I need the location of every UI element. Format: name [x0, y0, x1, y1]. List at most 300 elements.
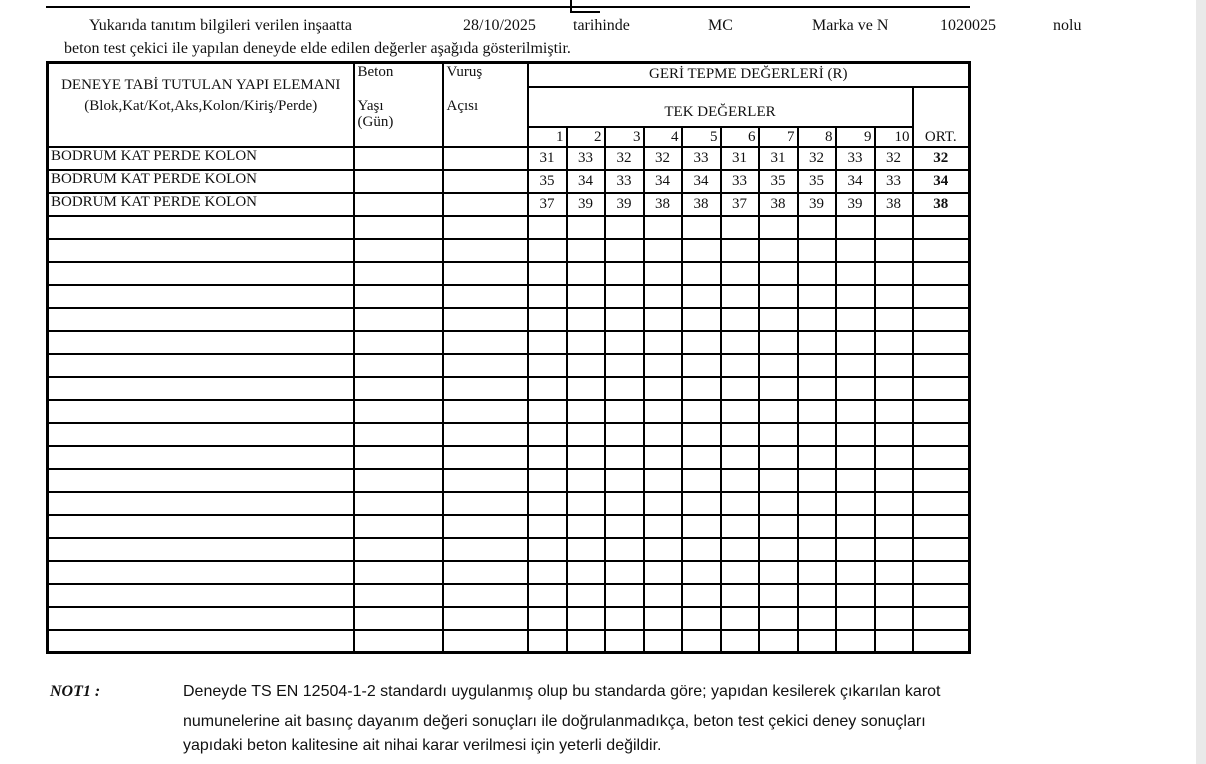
empty-cell [443, 515, 528, 538]
empty-cell [528, 331, 567, 354]
empty-cell [721, 377, 759, 400]
empty-cell [759, 423, 798, 446]
empty-cell [48, 584, 354, 607]
empty-cell [798, 285, 836, 308]
empty-cell [875, 239, 913, 262]
empty-cell [605, 515, 644, 538]
empty-cell [605, 308, 644, 331]
empty-cell [875, 354, 913, 377]
empty-cell [354, 308, 443, 331]
empty-cell [48, 400, 354, 423]
empty-cell [48, 446, 354, 469]
empty-cell [644, 308, 682, 331]
empty-cell [443, 400, 528, 423]
rebound-value: 33 [567, 147, 605, 170]
rebound-value: 33 [682, 147, 721, 170]
empty-cell [682, 285, 721, 308]
empty-cell [836, 630, 875, 653]
average-value: 34 [913, 170, 970, 193]
date-suffix: tarihinde [573, 17, 630, 34]
note-label: NOT1 : [50, 683, 101, 700]
empty-cell [798, 216, 836, 239]
average-value: 38 [913, 193, 970, 216]
empty-cell [913, 377, 970, 400]
header-index-5: 5 [682, 127, 721, 147]
top-border [46, 0, 970, 8]
empty-cell [836, 331, 875, 354]
empty-cell [605, 469, 644, 492]
rebound-table [46, 61, 971, 654]
empty-cell [798, 262, 836, 285]
empty-cell [354, 561, 443, 584]
empty-cell [798, 354, 836, 377]
empty-cell [875, 515, 913, 538]
empty-cell [605, 630, 644, 653]
rebound-value: 34 [682, 170, 721, 193]
empty-row [48, 423, 970, 446]
empty-cell [798, 377, 836, 400]
empty-cell [759, 584, 798, 607]
empty-cell [836, 561, 875, 584]
brand-label: Marka ve N [812, 17, 889, 34]
average-value: 32 [913, 147, 970, 170]
rebound-value: 33 [721, 170, 759, 193]
empty-row [48, 239, 970, 262]
empty-cell [443, 423, 528, 446]
empty-cell [567, 239, 605, 262]
rebound-value: 38 [759, 193, 798, 216]
empty-cell [913, 331, 970, 354]
note-line-1: Deneyde TS EN 12504-1-2 standardı uygulanmış olup bu standarda göre; yapıdan kesilerek çıkarılan karot [183, 683, 941, 700]
empty-cell [644, 515, 682, 538]
empty-cell [682, 561, 721, 584]
empty-cell [913, 538, 970, 561]
empty-cell [759, 308, 798, 331]
empty-cell [644, 607, 682, 630]
empty-cell [48, 538, 354, 561]
empty-cell [605, 446, 644, 469]
empty-row [48, 354, 970, 377]
empty-cell [528, 308, 567, 331]
header-index-1: 1 [528, 127, 567, 147]
empty-cell [443, 331, 528, 354]
empty-cell [528, 538, 567, 561]
empty-cell [759, 400, 798, 423]
empty-cell [354, 584, 443, 607]
empty-cell [528, 630, 567, 653]
rebound-value: 34 [644, 170, 682, 193]
empty-cell [354, 538, 443, 561]
rebound-value: 35 [798, 170, 836, 193]
rebound-value: 39 [798, 193, 836, 216]
empty-cell [567, 607, 605, 630]
rebound-value: 33 [605, 170, 644, 193]
empty-cell [48, 607, 354, 630]
empty-cell [759, 607, 798, 630]
empty-cell [605, 561, 644, 584]
rebound-value: 31 [759, 147, 798, 170]
empty-cell [798, 469, 836, 492]
rebound-value: 37 [721, 193, 759, 216]
brand-value: MC [708, 17, 733, 34]
empty-cell [759, 354, 798, 377]
empty-cell [913, 561, 970, 584]
empty-cell [567, 377, 605, 400]
empty-cell [798, 400, 836, 423]
rebound-value: 39 [567, 193, 605, 216]
empty-cell [798, 607, 836, 630]
empty-cell [567, 331, 605, 354]
element-cell: BODRUM KAT PERDE KOLON [48, 193, 354, 216]
empty-cell [721, 607, 759, 630]
empty-cell [354, 423, 443, 446]
empty-cell [354, 331, 443, 354]
intro-line-1 [0, 17, 1196, 35]
empty-cell [682, 538, 721, 561]
empty-cell [567, 538, 605, 561]
empty-cell [759, 446, 798, 469]
empty-cell [443, 630, 528, 653]
empty-cell [913, 607, 970, 630]
empty-cell [644, 561, 682, 584]
empty-cell [798, 515, 836, 538]
empty-cell [605, 584, 644, 607]
empty-cell [875, 400, 913, 423]
empty-cell [354, 262, 443, 285]
header-index-7: 7 [759, 127, 798, 147]
empty-cell [48, 492, 354, 515]
element-cell: BODRUM KAT PERDE KOLON [48, 147, 354, 170]
header-index-6: 6 [721, 127, 759, 147]
empty-cell [644, 354, 682, 377]
empty-row [48, 607, 970, 630]
empty-cell [644, 538, 682, 561]
empty-cell [644, 630, 682, 653]
empty-cell [836, 492, 875, 515]
empty-row [48, 262, 970, 285]
empty-cell [682, 515, 721, 538]
empty-cell [567, 285, 605, 308]
empty-cell [354, 469, 443, 492]
table-row [48, 193, 970, 216]
empty-cell [567, 354, 605, 377]
empty-cell [567, 492, 605, 515]
empty-cell [443, 607, 528, 630]
empty-cell [48, 216, 354, 239]
empty-cell [354, 216, 443, 239]
header-index-10: 10 [875, 127, 913, 147]
empty-cell [528, 354, 567, 377]
empty-cell [567, 561, 605, 584]
empty-cell [528, 216, 567, 239]
top-tick-foot [570, 11, 600, 13]
empty-cell [913, 469, 970, 492]
empty-cell [759, 492, 798, 515]
empty-row [48, 446, 970, 469]
empty-cell [721, 216, 759, 239]
rebound-value: 38 [644, 193, 682, 216]
empty-cell [528, 446, 567, 469]
rebound-value: 33 [836, 147, 875, 170]
rebound-value: 37 [528, 193, 567, 216]
empty-cell [875, 446, 913, 469]
empty-row [48, 538, 970, 561]
empty-cell [798, 308, 836, 331]
rebound-value: 32 [798, 147, 836, 170]
empty-cell [875, 561, 913, 584]
empty-cell [682, 630, 721, 653]
empty-cell [567, 469, 605, 492]
empty-cell [836, 584, 875, 607]
empty-row [48, 308, 970, 331]
header-age: Beton Yaşı (Gün) [354, 63, 443, 147]
empty-cell [605, 423, 644, 446]
empty-cell [759, 262, 798, 285]
empty-cell [682, 239, 721, 262]
empty-cell [644, 423, 682, 446]
empty-cell [605, 377, 644, 400]
empty-cell [798, 239, 836, 262]
empty-cell [875, 308, 913, 331]
empty-cell [682, 469, 721, 492]
empty-row [48, 400, 970, 423]
empty-cell [759, 331, 798, 354]
element-cell: BODRUM KAT PERDE KOLON [48, 170, 354, 193]
empty-cell [836, 515, 875, 538]
empty-cell [605, 285, 644, 308]
empty-cell [605, 538, 644, 561]
empty-cell [644, 285, 682, 308]
empty-cell [567, 216, 605, 239]
empty-cell [443, 285, 528, 308]
empty-cell [875, 607, 913, 630]
empty-cell [721, 285, 759, 308]
empty-cell [913, 354, 970, 377]
empty-cell [798, 492, 836, 515]
empty-cell [354, 377, 443, 400]
header-element: DENEYE TABİ TUTULAN YAPI ELEMANI (Blok,Kat/Kot,Aks,Kolon/Kiriş/Perde) [48, 63, 354, 147]
empty-cell [354, 285, 443, 308]
empty-cell [443, 262, 528, 285]
empty-cell [443, 354, 528, 377]
angle-cell [443, 193, 528, 216]
table-row [48, 170, 970, 193]
empty-cell [875, 285, 913, 308]
empty-cell [836, 354, 875, 377]
empty-cell [443, 469, 528, 492]
rebound-value: 31 [528, 147, 567, 170]
empty-row [48, 285, 970, 308]
empty-cell [644, 446, 682, 469]
angle-cell [443, 147, 528, 170]
empty-cell [605, 216, 644, 239]
header-average: ORT. [913, 87, 970, 147]
rebound-value: 32 [644, 147, 682, 170]
empty-cell [682, 308, 721, 331]
empty-cell [354, 492, 443, 515]
empty-cell [913, 239, 970, 262]
rebound-value: 33 [875, 170, 913, 193]
empty-cell [682, 423, 721, 446]
empty-cell [567, 446, 605, 469]
empty-cell [644, 584, 682, 607]
header-single-values: TEK DEĞERLER [528, 87, 913, 127]
empty-cell [528, 561, 567, 584]
empty-cell [913, 630, 970, 653]
empty-cell [443, 561, 528, 584]
empty-cell [567, 262, 605, 285]
empty-cell [48, 377, 354, 400]
empty-cell [913, 584, 970, 607]
empty-cell [48, 423, 354, 446]
header-angle: Vuruş Açısı [443, 63, 528, 147]
empty-cell [721, 584, 759, 607]
empty-cell [913, 515, 970, 538]
empty-cell [913, 423, 970, 446]
serial-suffix: nolu [1053, 17, 1082, 34]
empty-cell [605, 607, 644, 630]
empty-cell [682, 331, 721, 354]
rebound-value: 34 [567, 170, 605, 193]
empty-cell [682, 607, 721, 630]
empty-cell [528, 239, 567, 262]
empty-cell [875, 469, 913, 492]
empty-cell [605, 354, 644, 377]
empty-cell [48, 308, 354, 331]
empty-cell [354, 630, 443, 653]
empty-cell [528, 262, 567, 285]
empty-cell [721, 630, 759, 653]
empty-cell [913, 492, 970, 515]
empty-cell [798, 331, 836, 354]
empty-cell [759, 285, 798, 308]
empty-cell [682, 354, 721, 377]
empty-cell [682, 492, 721, 515]
empty-cell [798, 423, 836, 446]
empty-cell [567, 308, 605, 331]
empty-cell [682, 584, 721, 607]
header-index-2: 2 [567, 127, 605, 147]
empty-cell [443, 308, 528, 331]
empty-cell [721, 400, 759, 423]
empty-cell [759, 561, 798, 584]
rebound-value: 32 [605, 147, 644, 170]
empty-row [48, 331, 970, 354]
empty-cell [354, 446, 443, 469]
empty-cell [443, 239, 528, 262]
empty-cell [443, 538, 528, 561]
empty-cell [48, 262, 354, 285]
intro-lead: Yukarıda tanıtım bilgileri verilen inşaatta [89, 17, 353, 34]
empty-cell [836, 446, 875, 469]
empty-cell [875, 492, 913, 515]
header-rebound: GERİ TEPME DEĞERLERİ (R) [528, 63, 970, 87]
rebound-value: 38 [875, 193, 913, 216]
empty-cell [48, 630, 354, 653]
empty-cell [644, 216, 682, 239]
empty-row [48, 469, 970, 492]
header-index-4: 4 [644, 127, 682, 147]
rebound-value: 35 [528, 170, 567, 193]
empty-cell [528, 423, 567, 446]
empty-cell [48, 331, 354, 354]
empty-cell [528, 492, 567, 515]
note-line-3: yapıdaki beton kalitesine ait nihai karar verilmesi için yeterli değildir. [183, 737, 662, 754]
rebound-value: 34 [836, 170, 875, 193]
empty-cell [759, 377, 798, 400]
serial-number: 1020025 [940, 17, 996, 34]
empty-cell [443, 377, 528, 400]
empty-cell [644, 469, 682, 492]
empty-cell [875, 630, 913, 653]
empty-cell [721, 492, 759, 515]
empty-cell [644, 239, 682, 262]
empty-cell [721, 262, 759, 285]
empty-cell [528, 285, 567, 308]
header-index-8: 8 [798, 127, 836, 147]
empty-cell [644, 262, 682, 285]
empty-cell [721, 331, 759, 354]
empty-cell [644, 400, 682, 423]
empty-cell [682, 377, 721, 400]
empty-cell [48, 239, 354, 262]
empty-cell [836, 469, 875, 492]
empty-cell [913, 262, 970, 285]
empty-cell [759, 515, 798, 538]
rebound-value: 32 [875, 147, 913, 170]
empty-cell [836, 239, 875, 262]
empty-cell [721, 308, 759, 331]
empty-cell [354, 515, 443, 538]
empty-cell [875, 216, 913, 239]
empty-cell [682, 216, 721, 239]
empty-cell [721, 354, 759, 377]
angle-cell [443, 170, 528, 193]
empty-cell [48, 469, 354, 492]
empty-cell [875, 423, 913, 446]
empty-cell [836, 285, 875, 308]
empty-cell [48, 285, 354, 308]
empty-cell [875, 262, 913, 285]
age-cell [354, 147, 443, 170]
empty-cell [798, 584, 836, 607]
document-page: Yukarıda tanıtım bilgileri verilen inşaatta 28/10/2025 tarihinde MC Marka ve N 1020025 nolu beton test çekici ile yapılan deneyde elde edilen değerler aşağıda gösterilmiştir. DENEYE TABİ TUTULAN YAPI ELEMANI (Blok,Kat/Kot,Aks,Kolon/Kiriş/Perde) Beton Yaşı (Gün) Vuruş Açısı GERİ TEPME DEĞERLERİ (R) TEK DEĞERLER ORT. 1 2 3 4 5 6 7 8 9 10 BODRUM KAT PERDE KOLON 31 33 32 32 33 31 31 32 33 32 32 BODRUM KAT PERDE KOLON 35 34 33 34 34 33 35 35 34 33 34 BODRUM KAT PERDE KOLON 37 39 39 38 38 37 38 39 39 38 38 NOT1 : Deneyde TS EN 12504-1-2 standardı uygulanmış olup bu standarda göre; yapıdan kesilerek çıkarılan karot numunelerine ait basınç dayanım değeri sonuçları ile doğrulanmadıkça, beton test çekici deney sonuçları yapıdaki beton kalitesine ait nihai karar verilmesi için yeterli değildir. [0, 0, 1196, 764]
empty-cell [644, 331, 682, 354]
empty-cell [644, 492, 682, 515]
empty-cell [798, 561, 836, 584]
empty-cell [759, 630, 798, 653]
empty-cell [759, 216, 798, 239]
empty-cell [48, 354, 354, 377]
empty-row [48, 561, 970, 584]
empty-row [48, 515, 970, 538]
empty-cell [567, 423, 605, 446]
empty-cell [528, 515, 567, 538]
empty-cell [721, 469, 759, 492]
empty-cell [443, 492, 528, 515]
empty-cell [354, 239, 443, 262]
rebound-value: 38 [682, 193, 721, 216]
empty-cell [721, 446, 759, 469]
empty-cell [528, 607, 567, 630]
empty-cell [528, 584, 567, 607]
empty-cell [567, 400, 605, 423]
empty-cell [48, 561, 354, 584]
empty-cell [443, 446, 528, 469]
empty-cell [528, 377, 567, 400]
empty-cell [605, 400, 644, 423]
empty-row [48, 584, 970, 607]
